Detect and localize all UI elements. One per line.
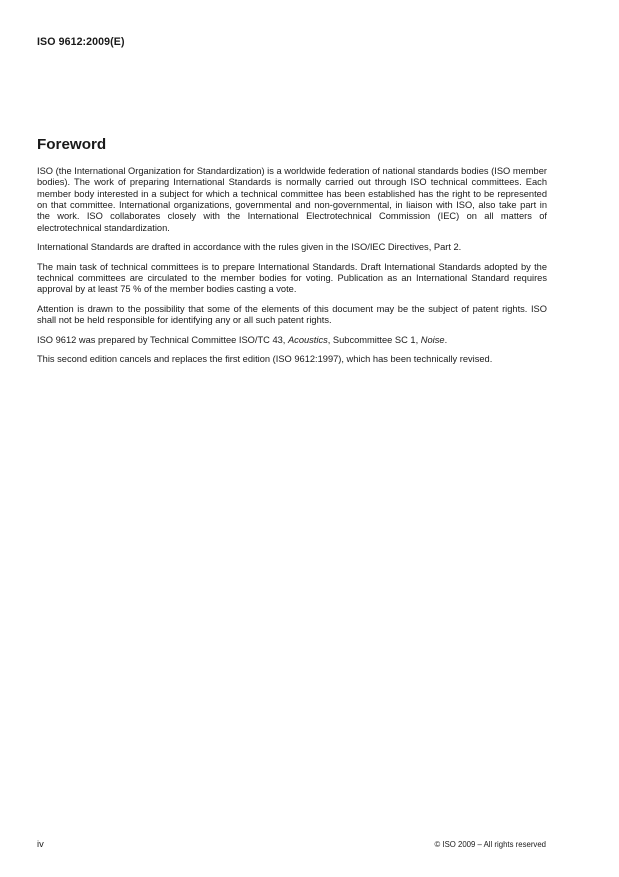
- paragraph-patent-notice: Attention is drawn to the possibility that some of the elements of this document may be the subject of patent rights. ISO shall not be held responsible for identifying any or all such patent rights.: [37, 304, 547, 326]
- foreword-body: [37, 166, 547, 374]
- paragraph-iso-overview: ISO (the International Organization for Standardization) is a worldwide federation of national standards bodies (ISO member bodies). The work of preparing International Standards is normally carried out through ISO technical committees. Each member body interested in a subject for which a technical committee has been established has the right to be represented on that committee. International organizations, governmental and non-governmental, in liaison with ISO, also take part in the work. ISO collaborates closely with the International Electrotechnical Commission (IEC) on all matters of electrotechnical standardization.: [37, 166, 547, 233]
- paragraph-prepared-by: [37, 335, 547, 346]
- copyright-notice: © ISO 2009 – All rights reserved: [434, 840, 546, 849]
- period: .: [444, 334, 448, 345]
- committee-name: Acoustics: [287, 334, 328, 345]
- page-number: iv: [37, 839, 44, 849]
- paragraph-edition-note: This second edition cancels and replaces the first edition (ISO 9612:1997), which has been technically revised.: [37, 354, 493, 365]
- subcommittee-name: Noise: [420, 334, 445, 345]
- prepared-by-text: ISO 9612 was prepared by Technical Committee ISO/TC 43,: [37, 334, 288, 345]
- document-identifier: ISO 9612:2009(E): [37, 36, 125, 48]
- paragraph-committee-task: The main task of technical committees is to prepare International Standards. Draft International Standards adopted by the technical committees are circulated to the member bodies for voting. Publication as an International Standard requires approval by at least 75 % of the member bodies casting a vote.: [37, 261, 547, 295]
- section-title: Foreword: [37, 136, 107, 153]
- subcommittee-text: , Subcommittee SC 1,: [327, 334, 421, 345]
- paragraph-drafting-rules: International Standards are drafted in accordance with the rules given in the ISO/IEC Directives, Part 2.: [37, 242, 462, 253]
